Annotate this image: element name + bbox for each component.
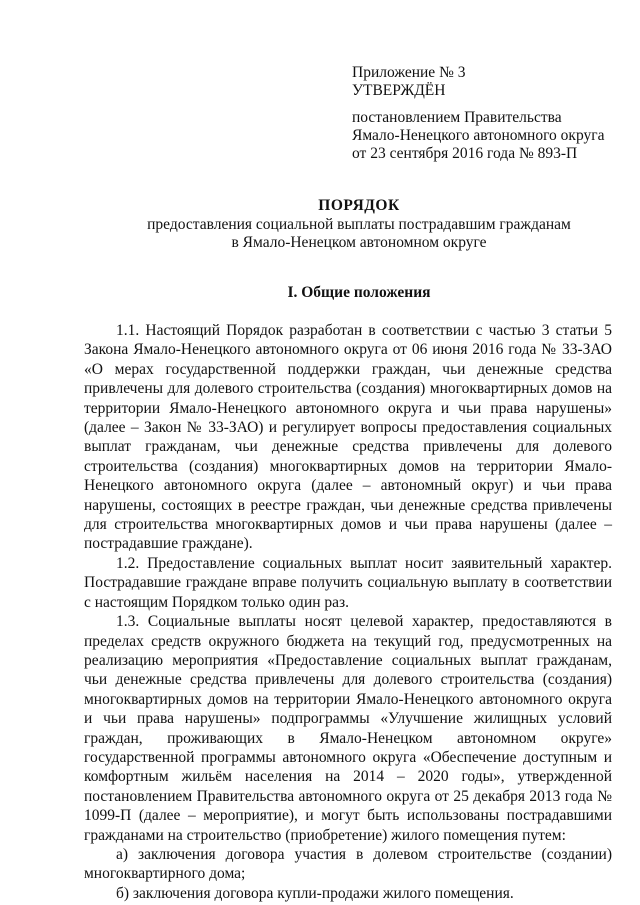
appendix-number: Приложение № 3 [352, 64, 466, 81]
document-subtitle-line-2: в Ямало-Ненецком автономном округе [231, 234, 487, 251]
approval-line-3: от 23 сентября 2016 года № 893-П [352, 145, 578, 162]
list-item-b: б) заключения договора купли-продажи жилого помещения. [116, 884, 514, 902]
title-block [84, 196, 634, 251]
approval-block [352, 64, 604, 163]
approval-line-1: постановлением Правительства [352, 109, 562, 126]
approved-stamp: УТВЕРЖДЁН [352, 82, 446, 99]
document-title: ПОРЯДОК [318, 197, 400, 214]
paragraph-1-1: 1.1. Настоящий Порядок разработан в соответствии с частью 3 статьи 5 Закона Ямало-Ненецкого автономного округа от 06 июня 2016 года № 33-ЗАО «О мерах государственной поддержки граждан, чьи денежные средства привлечены для долевого строительства (создания) многоквартирных домов на территории Ямало-Ненецкого автономного округа и чьи права нарушены» (далее – Закон № 33-ЗАО) и регулирует вопросы предоставления социальных выплат гражданам, чьи денежные средства привлечены для долевого строительства (создания) многоквартирных домов на территории Ямало-Ненецкого автономного округа (далее – автономный округ) и чьи права нарушены, состоящих в реестре граждан, чьи денежные средства привлечены для строительства многоквартирных домов и чьи права нарушены (далее – пострадавшие граждане). [84, 322, 612, 553]
list-item-a: а) заключения договора участия в долевом строительстве (создании) многоквартирного дома; [84, 845, 612, 883]
paragraph-1-3: 1.3. Социальные выплаты носят целевой характер, предоставляются в пределах средств окружного бюджета на текущий год, предусмотренных на реализацию мероприятия «Предоставление социальных выплат гражданам, чьи денежные средства привлечены для долевого строительства (создания) многоквартирных домов на территории Ямало-Ненецкого автономного округа и чьи права нарушены» подпрограммы «Улучшение жилищных условий граждан, проживающих в Ямало-Ненецком автономном округе» государственной программы автономного округа «Обеспечение доступным и комфортным жильём населения на 2014 – 2020 годы», утвержденной постановлением Правительства автономного округа от 25 декабря 2013 года № 1099-П (далее – мероприятие), и могут быть использованы пострадавшими гражданами на строительство (приобретение) жилого помещения путем: [84, 613, 612, 844]
paragraph-1-2: 1.2. Предоставление социальных выплат носит заявительный характер. Пострадавшие граждане вправе получить социальную выплату в соответствии с настоящим Порядком только один раз. [84, 554, 612, 611]
document-body [84, 321, 612, 903]
section-heading: I. Общие положения [287, 284, 431, 301]
document-subtitle-line-1: предоставления социальной выплаты пострадавшим гражданам [147, 216, 571, 233]
approval-line-2: Ямало-Ненецкого автономного округа [352, 127, 605, 144]
